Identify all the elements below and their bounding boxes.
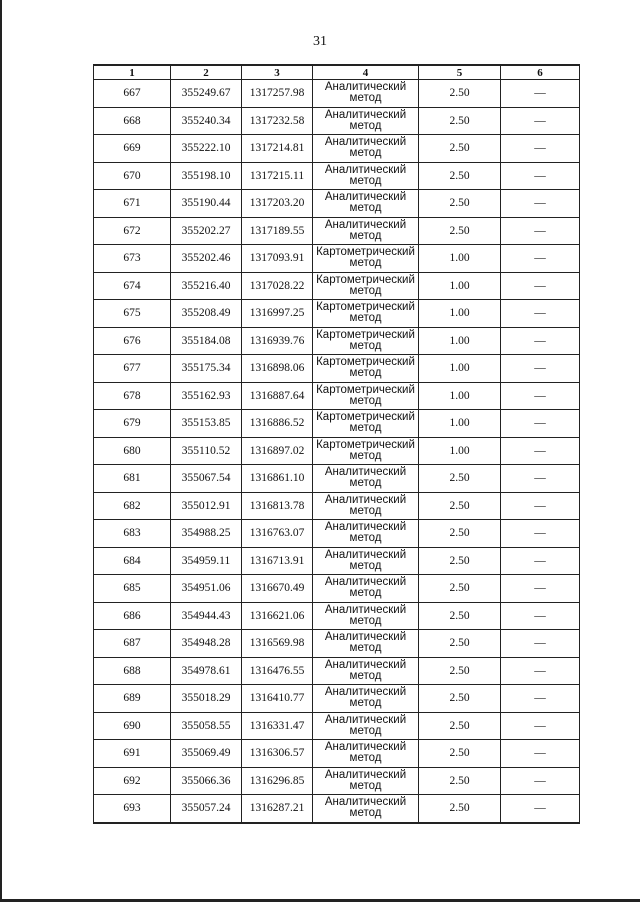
method-text-line: Аналитический [324, 603, 407, 616]
table-row [94, 712, 580, 740]
column-header-1: 1 [94, 65, 171, 80]
y-coordinate-cell: 1316296.85 [242, 767, 313, 795]
method-cell [313, 685, 419, 713]
point-number-cell: 686 [94, 602, 171, 630]
point-number-cell: 692 [94, 767, 171, 795]
point-number-cell: 668 [94, 107, 171, 135]
point-number-cell: 685 [94, 575, 171, 603]
method-text-line: метод [349, 339, 382, 352]
table-body [94, 80, 580, 823]
x-coordinate-cell: 355067.54 [171, 465, 242, 493]
x-coordinate-cell: 355066.36 [171, 767, 242, 795]
accuracy-cell: 2.50 [419, 767, 501, 795]
y-coordinate-cell: 1316997.25 [242, 300, 313, 328]
accuracy-cell: 2.50 [419, 162, 501, 190]
coordinates-table [93, 64, 580, 824]
y-coordinate-cell: 1316621.06 [242, 602, 313, 630]
method-text-line: Аналитический [324, 81, 407, 94]
y-coordinate-cell: 1316713.91 [242, 547, 313, 575]
point-number-cell: 676 [94, 327, 171, 355]
method-text-line: Аналитический [324, 713, 407, 726]
method-text-line: Аналитический [324, 796, 407, 809]
table-row [94, 272, 580, 300]
x-coordinate-cell: 355240.34 [171, 107, 242, 135]
method-cell [313, 162, 419, 190]
method-text-line: метод [349, 119, 382, 132]
y-coordinate-cell: 1316410.77 [242, 685, 313, 713]
x-coordinate-cell: 354948.28 [171, 630, 242, 658]
x-coordinate-cell: 355202.27 [171, 217, 242, 245]
accuracy-cell: 1.00 [419, 437, 501, 465]
method-text-line: метод [349, 669, 382, 682]
note-cell: — [501, 107, 580, 135]
x-coordinate-cell: 355249.67 [171, 80, 242, 108]
note-cell: — [501, 657, 580, 685]
method-text-line: Аналитический [324, 163, 407, 176]
method-cell [313, 492, 419, 520]
note-cell: — [501, 685, 580, 713]
y-coordinate-cell: 1316331.47 [242, 712, 313, 740]
method-text-line: Картометрический [316, 246, 415, 259]
accuracy-cell: 2.50 [419, 80, 501, 108]
point-number-cell: 670 [94, 162, 171, 190]
y-coordinate-cell: 1316887.64 [242, 382, 313, 410]
note-cell: — [501, 272, 580, 300]
accuracy-cell: 2.50 [419, 657, 501, 685]
accuracy-cell: 2.50 [419, 135, 501, 163]
y-coordinate-cell: 1317189.55 [242, 217, 313, 245]
note-cell: — [501, 630, 580, 658]
method-text-line: метод [349, 724, 382, 737]
method-text-line: Аналитический [324, 466, 407, 479]
accuracy-cell: 2.50 [419, 107, 501, 135]
note-cell: — [501, 795, 580, 823]
table-row [94, 245, 580, 273]
y-coordinate-cell: 1317257.98 [242, 80, 313, 108]
note-cell: — [501, 135, 580, 163]
method-text-line: метод [349, 422, 382, 435]
y-coordinate-cell: 1316861.10 [242, 465, 313, 493]
y-coordinate-cell: 1317028.22 [242, 272, 313, 300]
method-text-line: Аналитический [324, 631, 407, 644]
table-row [94, 300, 580, 328]
table-row [94, 602, 580, 630]
point-number-cell: 691 [94, 740, 171, 768]
method-text-line: Аналитический [324, 493, 407, 506]
method-cell [313, 740, 419, 768]
accuracy-cell: 2.50 [419, 712, 501, 740]
column-header-4: 4 [313, 65, 419, 80]
page-number: 31 [313, 34, 327, 49]
note-cell: — [501, 162, 580, 190]
y-coordinate-cell: 1316886.52 [242, 410, 313, 438]
method-text-line: метод [349, 587, 382, 600]
note-cell: — [501, 465, 580, 493]
table-row [94, 107, 580, 135]
method-cell [313, 520, 419, 548]
x-coordinate-cell: 355208.49 [171, 300, 242, 328]
method-text-line: Аналитический [324, 136, 407, 149]
note-cell: — [501, 767, 580, 795]
method-cell [313, 712, 419, 740]
method-text-line: метод [349, 284, 382, 297]
method-text-line: метод [349, 257, 382, 270]
y-coordinate-cell: 1317214.81 [242, 135, 313, 163]
y-coordinate-cell: 1316897.02 [242, 437, 313, 465]
method-text-line: метод [349, 642, 382, 655]
accuracy-cell: 2.50 [419, 575, 501, 603]
column-header-3: 3 [242, 65, 313, 80]
point-number-cell: 675 [94, 300, 171, 328]
method-text-line: Аналитический [324, 658, 407, 671]
method-cell [313, 602, 419, 630]
point-number-cell: 679 [94, 410, 171, 438]
y-coordinate-cell: 1317093.91 [242, 245, 313, 273]
y-coordinate-cell: 1316670.49 [242, 575, 313, 603]
x-coordinate-cell: 354951.06 [171, 575, 242, 603]
method-text-line: Картометрический [316, 301, 415, 314]
x-coordinate-cell: 355222.10 [171, 135, 242, 163]
method-text-line: Аналитический [324, 576, 407, 589]
table-row [94, 657, 580, 685]
point-number-cell: 690 [94, 712, 171, 740]
x-coordinate-cell: 355018.29 [171, 685, 242, 713]
method-text-line: метод [349, 614, 382, 627]
note-cell: — [501, 300, 580, 328]
table-row [94, 190, 580, 218]
method-text-line: Аналитический [324, 686, 407, 699]
method-cell [313, 657, 419, 685]
method-text-line: Аналитический [324, 548, 407, 561]
method-text-line: метод [349, 449, 382, 462]
table-row [94, 492, 580, 520]
method-text-line: метод [349, 697, 382, 710]
table-row [94, 327, 580, 355]
method-cell [313, 190, 419, 218]
method-text-line: Картометрический [316, 328, 415, 341]
y-coordinate-cell: 1316569.98 [242, 630, 313, 658]
table-row [94, 382, 580, 410]
point-number-cell: 693 [94, 795, 171, 823]
column-header-5: 5 [419, 65, 501, 80]
column-header-2: 2 [171, 65, 242, 80]
point-number-cell: 688 [94, 657, 171, 685]
x-coordinate-cell: 355057.24 [171, 795, 242, 823]
note-cell: — [501, 382, 580, 410]
method-cell [313, 245, 419, 273]
point-number-cell: 667 [94, 80, 171, 108]
method-text-line: метод [349, 504, 382, 517]
point-number-cell: 669 [94, 135, 171, 163]
point-number-cell: 683 [94, 520, 171, 548]
point-number-cell: 673 [94, 245, 171, 273]
point-number-cell: 678 [94, 382, 171, 410]
method-cell [313, 107, 419, 135]
point-number-cell: 674 [94, 272, 171, 300]
note-cell: — [501, 602, 580, 630]
method-text-line: Аналитический [324, 218, 407, 231]
method-cell [313, 272, 419, 300]
x-coordinate-cell: 355202.46 [171, 245, 242, 273]
method-cell [313, 630, 419, 658]
method-text-line: метод [349, 559, 382, 572]
y-coordinate-cell: 1316763.07 [242, 520, 313, 548]
accuracy-cell: 1.00 [419, 410, 501, 438]
method-text-line: метод [349, 752, 382, 765]
method-text-line: метод [349, 174, 382, 187]
method-cell [313, 795, 419, 823]
method-cell [313, 465, 419, 493]
y-coordinate-cell: 1316306.57 [242, 740, 313, 768]
method-text-line: Аналитический [324, 108, 407, 121]
y-coordinate-cell: 1316898.06 [242, 355, 313, 383]
point-number-cell: 680 [94, 437, 171, 465]
method-text-line: метод [349, 779, 382, 792]
method-text-line: метод [349, 147, 382, 160]
method-text-line: метод [349, 92, 382, 105]
accuracy-cell: 2.50 [419, 190, 501, 218]
accuracy-cell: 2.50 [419, 520, 501, 548]
table-row [94, 465, 580, 493]
point-number-cell: 682 [94, 492, 171, 520]
accuracy-cell: 2.50 [419, 465, 501, 493]
method-text-line: метод [349, 202, 382, 215]
x-coordinate-cell: 355153.85 [171, 410, 242, 438]
y-coordinate-cell: 1317203.20 [242, 190, 313, 218]
method-cell [313, 767, 419, 795]
note-cell: — [501, 190, 580, 218]
table-row [94, 740, 580, 768]
x-coordinate-cell: 355190.44 [171, 190, 242, 218]
x-coordinate-cell: 354978.61 [171, 657, 242, 685]
method-cell [313, 547, 419, 575]
method-text-line: Аналитический [324, 191, 407, 204]
x-coordinate-cell: 354944.43 [171, 602, 242, 630]
method-text-line: метод [349, 312, 382, 325]
y-coordinate-cell: 1316476.55 [242, 657, 313, 685]
method-cell [313, 135, 419, 163]
table-row [94, 630, 580, 658]
method-cell [313, 355, 419, 383]
method-text-line: метод [349, 807, 382, 820]
table-row [94, 162, 580, 190]
table-row [94, 410, 580, 438]
table-row [94, 767, 580, 795]
note-cell: — [501, 80, 580, 108]
x-coordinate-cell: 355162.93 [171, 382, 242, 410]
method-cell [313, 437, 419, 465]
method-text-line: метод [349, 367, 382, 380]
point-number-cell: 687 [94, 630, 171, 658]
note-cell: — [501, 492, 580, 520]
method-cell [313, 575, 419, 603]
x-coordinate-cell: 355198.10 [171, 162, 242, 190]
point-number-cell: 684 [94, 547, 171, 575]
method-cell [313, 300, 419, 328]
accuracy-cell: 1.00 [419, 300, 501, 328]
method-text-line: Картометрический [316, 273, 415, 286]
method-cell [313, 327, 419, 355]
method-cell [313, 217, 419, 245]
accuracy-cell: 1.00 [419, 382, 501, 410]
accuracy-cell: 1.00 [419, 355, 501, 383]
method-text-line: Картометрический [316, 411, 415, 424]
point-number-cell: 677 [94, 355, 171, 383]
y-coordinate-cell: 1316813.78 [242, 492, 313, 520]
accuracy-cell: 1.00 [419, 327, 501, 355]
x-coordinate-cell: 355216.40 [171, 272, 242, 300]
table-row [94, 547, 580, 575]
note-cell: — [501, 437, 580, 465]
note-cell: — [501, 740, 580, 768]
y-coordinate-cell: 1317232.58 [242, 107, 313, 135]
table-row [94, 520, 580, 548]
column-header-6: 6 [501, 65, 580, 80]
note-cell: — [501, 355, 580, 383]
table-row [94, 217, 580, 245]
table-row [94, 355, 580, 383]
method-text-line: Аналитический [324, 521, 407, 534]
method-text-line: Картометрический [316, 356, 415, 369]
note-cell: — [501, 217, 580, 245]
y-coordinate-cell: 1317215.11 [242, 162, 313, 190]
note-cell: — [501, 575, 580, 603]
method-text-line: метод [349, 229, 382, 242]
table-row [94, 795, 580, 823]
x-coordinate-cell: 355175.34 [171, 355, 242, 383]
note-cell: — [501, 327, 580, 355]
point-number-cell: 681 [94, 465, 171, 493]
point-number-cell: 672 [94, 217, 171, 245]
accuracy-cell: 2.50 [419, 217, 501, 245]
table-header-row [94, 65, 580, 80]
accuracy-cell: 2.50 [419, 492, 501, 520]
method-cell [313, 382, 419, 410]
x-coordinate-cell: 355058.55 [171, 712, 242, 740]
method-text-line: Аналитический [324, 741, 407, 754]
method-text-line: Картометрический [316, 383, 415, 396]
note-cell: — [501, 245, 580, 273]
x-coordinate-cell: 354959.11 [171, 547, 242, 575]
table-row [94, 575, 580, 603]
accuracy-cell: 2.50 [419, 630, 501, 658]
accuracy-cell: 1.00 [419, 245, 501, 273]
x-coordinate-cell: 355184.08 [171, 327, 242, 355]
x-coordinate-cell: 354988.25 [171, 520, 242, 548]
point-number-cell: 689 [94, 685, 171, 713]
note-cell: — [501, 547, 580, 575]
x-coordinate-cell: 355069.49 [171, 740, 242, 768]
point-number-cell: 671 [94, 190, 171, 218]
accuracy-cell: 2.50 [419, 547, 501, 575]
accuracy-cell: 1.00 [419, 272, 501, 300]
method-text-line: метод [349, 532, 382, 545]
accuracy-cell: 2.50 [419, 685, 501, 713]
method-cell [313, 80, 419, 108]
method-text-line: метод [349, 477, 382, 490]
accuracy-cell: 2.50 [419, 795, 501, 823]
table-row [94, 135, 580, 163]
accuracy-cell: 2.50 [419, 740, 501, 768]
table-row [94, 685, 580, 713]
x-coordinate-cell: 355110.52 [171, 437, 242, 465]
method-cell [313, 410, 419, 438]
table-row [94, 437, 580, 465]
y-coordinate-cell: 1316939.76 [242, 327, 313, 355]
scan-edge-left [0, 0, 2, 902]
accuracy-cell: 2.50 [419, 602, 501, 630]
x-coordinate-cell: 355012.91 [171, 492, 242, 520]
table-row [94, 80, 580, 108]
method-text-line: метод [349, 394, 382, 407]
note-cell: — [501, 520, 580, 548]
method-text-line: Картометрический [316, 438, 415, 451]
note-cell: — [501, 712, 580, 740]
method-text-line: Аналитический [324, 768, 407, 781]
note-cell: — [501, 410, 580, 438]
y-coordinate-cell: 1316287.21 [242, 795, 313, 823]
